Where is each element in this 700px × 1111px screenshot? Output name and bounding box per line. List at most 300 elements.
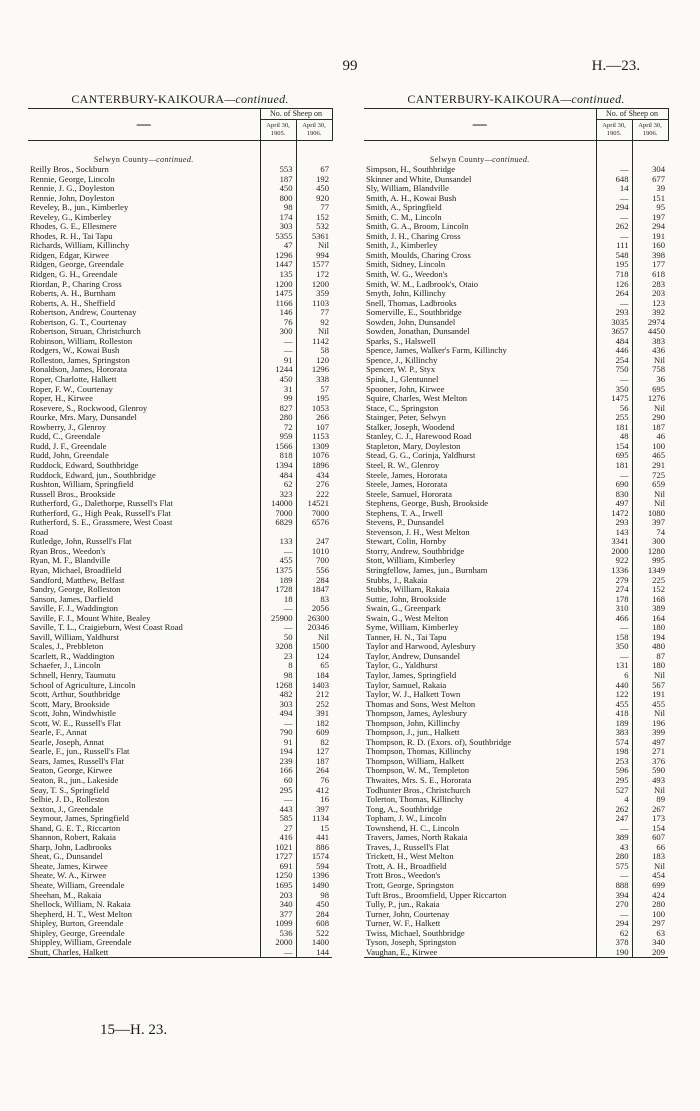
owner-cell: Ridgen, Edgar, Kirwee <box>30 250 109 260</box>
sheep-1905-cell: 718 <box>596 270 632 280</box>
sheep-1906-cell: Nil <box>296 241 332 251</box>
table-row <box>364 862 668 872</box>
sheep-1906-cell: 225 <box>632 576 668 586</box>
sheep-1905-cell: — <box>596 910 632 920</box>
table-row <box>364 270 668 280</box>
footer-mark: 15—H. 23. <box>100 1022 168 1038</box>
table-row <box>28 728 332 738</box>
owner-cell: Rennie, J. G., Doyleston <box>30 184 115 194</box>
owner-cell: Ruddock, Edward, Southbridge <box>30 460 139 470</box>
table-row <box>28 337 332 347</box>
table-row <box>28 690 332 700</box>
table-row <box>364 413 668 423</box>
table-row <box>364 356 668 366</box>
sheep-1906-cell: 1349 <box>632 566 668 576</box>
page-number: 99 <box>342 58 358 74</box>
owner-cell: Ronaldson, James, Hororata <box>30 365 127 375</box>
sheep-1906-cell: 480 <box>632 642 668 652</box>
sheep-1906-cell: 152 <box>296 213 332 223</box>
sheep-1905-cell: 888 <box>596 881 632 891</box>
blank-header: — <box>364 109 596 141</box>
sheep-1905-cell: 181 <box>596 461 632 471</box>
owner-cell: Rosevere, S., Rockwood, Glenroy <box>30 403 148 413</box>
table-row <box>28 299 332 309</box>
owner-cell: Ryan, Michael, Broadfield <box>30 565 122 575</box>
table-row <box>28 614 332 624</box>
sheep-1906-cell: 180 <box>632 661 668 671</box>
sheep-1905-cell: 1166 <box>260 299 296 309</box>
table-row <box>364 394 668 404</box>
owner-cell: Turner, W. F., Halkett <box>366 919 441 929</box>
sheep-1906-cell: 441 <box>296 833 332 843</box>
sheep-1905-cell: 14000 <box>260 499 296 509</box>
sheep-1905-cell: 91 <box>260 356 296 366</box>
column-title-text: CANTERBURY-KAIKOURA <box>407 92 561 106</box>
table-row <box>364 299 668 309</box>
owner-cell: Smith, C. M., Lincoln <box>366 212 442 222</box>
sheep-1906-cell: 436 <box>632 346 668 356</box>
owner-cell: Townshend, H. C., Lincoln <box>366 823 460 833</box>
sheep-1905-cell: 455 <box>596 700 632 710</box>
table-row <box>28 289 332 299</box>
sheep-1906-cell: 450 <box>296 184 332 194</box>
sheep-1905-cell: 18 <box>260 595 296 605</box>
owner-cell: Somerville, E., Southbridge <box>366 308 462 318</box>
owner-cell: Reveley, B., jun., Kimberley <box>30 203 129 213</box>
year-header-1906-line1: April 30, <box>638 122 662 129</box>
sheep-1906-cell: Nil <box>296 327 332 337</box>
sheep-1906-cell: 434 <box>296 471 332 481</box>
table-row <box>364 948 668 958</box>
owner-cell: Thompson, James, Aylesbury <box>366 709 467 719</box>
sheep-1906-cell: 177 <box>632 260 668 270</box>
owner-cell: Sears, James, Russell's Flat <box>30 756 124 766</box>
owner-cell: Rushton, William, Springfield <box>30 480 134 490</box>
sheep-1905-cell: 72 <box>260 423 296 433</box>
table-row <box>28 518 332 528</box>
table-row <box>364 165 668 175</box>
table-row <box>364 709 668 719</box>
owner-cell: Roper, Charlotte, Halkett <box>30 375 117 385</box>
sheep-1906-cell: 77 <box>296 308 332 318</box>
sheep-1906-cell: 196 <box>632 719 668 729</box>
sheep-1906-cell: 659 <box>632 480 668 490</box>
sheep-1906-cell: 283 <box>632 280 668 290</box>
spacer-cell <box>28 141 260 156</box>
section-heading-continued: —continued. <box>148 155 194 164</box>
year-header-1906-line2: 1906. <box>642 130 658 137</box>
sheep-1906-cell: 92 <box>296 318 332 328</box>
owner-cell: Smith, J., Kimberley <box>366 241 438 251</box>
owner-cell: Shipley, Burton, Greendale <box>30 919 124 929</box>
sheep-1906-cell: 212 <box>296 690 332 700</box>
sheep-1905-cell: 455 <box>260 556 296 566</box>
sheep-1906-cell: 124 <box>296 652 332 662</box>
owner-cell: Sharp, John, Ladbrooks <box>30 842 112 852</box>
owner-cell: Smith, W. G., Weedon's <box>366 270 448 280</box>
owner-cell: Rutherford, S. E., Grassmere, West Coast <box>30 518 173 528</box>
sheep-1905-cell: 553 <box>260 165 296 175</box>
section-empty-cell <box>632 155 668 165</box>
owner-cell: Thwaites, Mrs. S. E., Hororata <box>366 776 472 785</box>
sheep-1905-cell: 494 <box>260 709 296 719</box>
sheep-1905-cell: 280 <box>260 413 296 423</box>
sheep-1905-cell: 98 <box>260 203 296 213</box>
sheep-1905-cell: 158 <box>596 633 632 643</box>
sheep-1906-cell: 995 <box>632 556 668 566</box>
owner-cell: Taylor, Samuel, Rakaia <box>366 680 447 690</box>
sheep-1906-cell: 191 <box>632 232 668 242</box>
sheep-1905-cell: 262 <box>596 805 632 815</box>
sheep-1905-cell: 450 <box>260 375 296 385</box>
owner-cell: Rhodes, R. H., Tai Tapu <box>30 231 113 241</box>
owner-cell: Shannon, Robert, Rakaia <box>30 833 116 843</box>
table-row <box>28 862 332 872</box>
table-row <box>364 289 668 299</box>
owner-cell: Rutherford, G., High Peak, Russell's Flat <box>30 508 171 518</box>
owner-cell: Stewart, Colin, Hornby <box>366 537 447 547</box>
sheep-1906-cell: 392 <box>632 308 668 318</box>
table-row <box>28 184 332 194</box>
table-row <box>28 919 332 929</box>
sheep-1906-cell: 74 <box>632 528 668 538</box>
owner-cell: Spence, J., Killinchy <box>366 355 438 365</box>
sheep-1906-cell: 399 <box>632 728 668 738</box>
table-row <box>28 280 332 290</box>
table-row <box>364 528 668 538</box>
sheep-1905-cell: 293 <box>596 518 632 528</box>
sheep-1906-cell: 397 <box>296 805 332 815</box>
sheep-1905-cell: 255 <box>596 413 632 423</box>
sheep-table <box>364 108 669 958</box>
sheep-1905-cell: 394 <box>596 891 632 901</box>
sheep-1905-cell: 1695 <box>260 881 296 891</box>
sheep-1905-cell: 60 <box>260 776 296 786</box>
table-row <box>28 241 332 251</box>
sheep-1905-cell: 62 <box>260 480 296 490</box>
owner-cell: Robertson, Struan, Christchurch <box>30 327 141 337</box>
owner-cell: Suttie, John, Brookside <box>366 594 447 604</box>
column-title-continued: —continued. <box>560 92 625 106</box>
table-row <box>28 910 332 920</box>
sheep-1905-cell: 56 <box>596 404 632 414</box>
sheep-1905-cell: 3035 <box>596 318 632 328</box>
sheep-1905-cell: 1727 <box>260 852 296 862</box>
sheep-1905-cell: 181 <box>596 423 632 433</box>
table-row <box>28 432 332 442</box>
owner-cell: Rourke, Mrs. Mary, Dunsandel <box>30 413 137 423</box>
owner-cell: Scott, Mary, Brookside <box>30 699 110 709</box>
sheep-1905-cell: 1296 <box>260 251 296 261</box>
sheep-1905-cell: 959 <box>260 432 296 442</box>
table-row <box>28 509 332 519</box>
sheep-1905-cell: 596 <box>596 766 632 776</box>
table-row <box>28 681 332 691</box>
sheep-1905-cell: 1447 <box>260 260 296 270</box>
table-row <box>364 747 668 757</box>
sheep-1905-cell: 239 <box>260 757 296 767</box>
sheep-1906-cell: 173 <box>632 814 668 824</box>
table-row <box>364 681 668 691</box>
table-row <box>364 318 668 328</box>
sheep-1906-cell: 192 <box>296 175 332 185</box>
table-row <box>364 203 668 213</box>
section-heading-continued: —continued. <box>484 155 530 164</box>
sheep-1905-cell: 1268 <box>260 681 296 691</box>
sheep-1906-cell: 264 <box>296 766 332 776</box>
sheep-1906-cell: 677 <box>632 175 668 185</box>
table-row <box>364 547 668 557</box>
owner-cell: Spencer, W. P., Styx <box>366 365 436 375</box>
owner-cell: Sparks, S., Halswell <box>366 336 436 346</box>
table-row <box>28 852 332 862</box>
table-row <box>364 604 668 614</box>
owner-cell: Ryan Bros., Weedon's <box>30 546 106 556</box>
sheep-1905-cell: 416 <box>260 833 296 843</box>
sheep-1905-cell: 166 <box>260 766 296 776</box>
sheep-1906-cell: 359 <box>296 289 332 299</box>
owner-cell: Sanson, James, Darfield <box>30 594 114 604</box>
table-row <box>364 308 668 318</box>
sheep-1905-cell: 303 <box>260 700 296 710</box>
table-row <box>28 824 332 834</box>
sheep-1906-cell: 266 <box>296 413 332 423</box>
table-row <box>364 919 668 929</box>
table-row <box>364 633 668 643</box>
owner-cell: Rudd, J. F., Greendale <box>30 441 107 451</box>
table-row <box>364 814 668 824</box>
sheep-1906-cell: 454 <box>632 871 668 881</box>
sheep-1905-cell: 383 <box>596 728 632 738</box>
owner-cell: Saville, F. J., Mount White, Bealey <box>30 613 151 623</box>
owner-cell: Spence, James, Walker's Farm, Killinchy <box>366 346 507 356</box>
table-row <box>364 738 668 748</box>
table-row <box>28 327 332 337</box>
table-row <box>28 365 332 375</box>
sheep-1905-cell: 574 <box>596 738 632 748</box>
table-row <box>28 394 332 404</box>
owner-cell: Thompson, John, Killinchy <box>366 718 461 728</box>
sheep-1906-cell: Nil <box>632 356 668 366</box>
sheep-1906-cell: 389 <box>632 604 668 614</box>
sheep-1906-cell: 83 <box>296 595 332 605</box>
owner-cell: Tolerton, Thomas, Killinchy <box>366 795 464 805</box>
table-row <box>364 184 668 194</box>
sheep-1906-cell: 276 <box>296 480 332 490</box>
owner-cell: Searle, F., Annat <box>30 728 87 738</box>
table-row <box>364 518 668 528</box>
table-row <box>28 900 332 910</box>
owner-cell: Scott, John, Windwhistle <box>30 709 116 719</box>
sheep-1906-cell: 455 <box>632 700 668 710</box>
owner-cell: Rutledge, John, Russell's Flat <box>30 537 132 547</box>
sheep-1906-cell: 187 <box>296 757 332 767</box>
table-row <box>28 442 332 452</box>
sheep-1905-cell: 3208 <box>260 642 296 652</box>
owner-cell: Seymour, James, Springfield <box>30 814 129 824</box>
year-header-1905-line1: April 30, <box>266 122 290 129</box>
table-row <box>28 833 332 843</box>
table-row <box>364 232 668 242</box>
section-heading-text: Selwyn County <box>93 155 149 164</box>
owner-cell: Thompson, J., jun., Halkett <box>366 728 460 738</box>
blank-header: — <box>28 109 260 141</box>
sheep-1906-cell: 391 <box>296 709 332 719</box>
sheep-1905-cell: — <box>260 623 296 633</box>
sheep-1905-cell: — <box>260 948 296 958</box>
owner-cell: Steele, James, Hororata <box>366 470 448 480</box>
sheep-1906-cell: 14521 <box>296 499 332 509</box>
sheep-1905-cell: 377 <box>260 910 296 920</box>
owner-cell: Saville, F. J., Waddington <box>30 604 118 614</box>
sheep-1906-cell: 46 <box>632 432 668 442</box>
sheep-1905-cell: 1244 <box>260 365 296 375</box>
sheep-1905-cell: 126 <box>596 280 632 290</box>
sheep-1905-cell: 254 <box>596 356 632 366</box>
sheep-1905-cell: 5355 <box>260 232 296 242</box>
sheep-1905-cell: 827 <box>260 404 296 414</box>
owner-cell: Vaughan, E., Kirwee <box>364 948 596 958</box>
sheep-1906-cell: 209 <box>632 948 668 958</box>
sheep-1905-cell <box>260 528 296 538</box>
sheep-1905-cell: 418 <box>596 709 632 719</box>
owner-cell: Tanner, H. N., Tai Tapu <box>366 632 447 642</box>
owner-cell: Searle, Joseph, Annat <box>30 737 104 747</box>
owner-cell: Steele, James, Hororata <box>366 480 448 490</box>
owner-cell: Spink, J., Glentunnel <box>366 375 439 385</box>
table-row <box>28 194 332 204</box>
table-row <box>364 757 668 767</box>
sheep-1905-cell: 1250 <box>260 871 296 881</box>
sheep-1905-cell: — <box>596 299 632 309</box>
column-title <box>364 90 668 108</box>
owner-cell: Thompson, William, Halkett <box>366 756 465 766</box>
table-row <box>28 260 332 270</box>
sheep-1905-cell: 484 <box>596 337 632 347</box>
table-row <box>364 442 668 452</box>
owner-cell: Spooner, John, Kirwee <box>366 384 445 394</box>
sheep-1905-cell: 190 <box>596 948 632 958</box>
table-row <box>28 642 332 652</box>
sheep-1905-cell: 98 <box>260 671 296 681</box>
sheep-1905-cell: 585 <box>260 814 296 824</box>
sheep-1905-cell: 43 <box>596 843 632 853</box>
owner-cell: Smith, A., Springfield <box>366 203 442 213</box>
year-header-1905-line2: 1905. <box>270 130 286 137</box>
sheep-1906-cell: 4450 <box>632 327 668 337</box>
sheep-1906-cell: 1403 <box>296 681 332 691</box>
owner-cell: Steel, R. W., Glenroy <box>366 460 440 470</box>
sheep-1906-cell: Nil <box>632 709 668 719</box>
owner-cell: School of Agriculture, Lincoln <box>30 680 136 690</box>
table-row <box>28 585 332 595</box>
sheep-1906-cell: 187 <box>632 423 668 433</box>
sheep-1906-cell: 994 <box>296 251 332 261</box>
sheep-1905-cell: 310 <box>596 604 632 614</box>
year-header-1905 <box>260 120 296 141</box>
table-row <box>28 871 332 881</box>
owner-cell: Rudd, John, Greendale <box>30 451 109 461</box>
sheep-1905-cell: 3341 <box>596 537 632 547</box>
owner-cell: Smith, G. A., Broom, Lincoln <box>366 222 469 232</box>
sheep-1905-cell: 293 <box>596 308 632 318</box>
owner-cell: Sly, William, Blandville <box>366 184 449 194</box>
sheep-1905-cell: 6829 <box>260 518 296 528</box>
sheep-1905-cell: 189 <box>596 719 632 729</box>
owner-cell: Rodgers, W., Kowai Bush <box>30 346 120 356</box>
table-row <box>28 566 332 576</box>
sheep-1906-cell: 1053 <box>296 404 332 414</box>
sheep-1905-cell: 1099 <box>260 919 296 929</box>
owner-cell: Traves, J., Russell's Flat <box>366 842 449 852</box>
sheep-1905-cell: 340 <box>260 900 296 910</box>
owner-cell: Taylor, W. J., Halkett Town <box>366 690 461 700</box>
owner-cell: Stead, G. G., Corinja, Yaldhurst <box>366 451 476 461</box>
table-row <box>364 213 668 223</box>
owner-cell: Topham, J. W., Lincoln <box>366 814 447 824</box>
sheep-1906-cell: 522 <box>296 929 332 939</box>
sheep-1906-cell: 920 <box>296 194 332 204</box>
section-empty-cell <box>596 155 632 165</box>
table-row <box>364 509 668 519</box>
sheep-1906-cell: 284 <box>296 576 332 586</box>
table-row <box>364 786 668 796</box>
sheep-1906-cell: 58 <box>296 346 332 356</box>
sheep-1906-cell: 1577 <box>296 260 332 270</box>
table-row <box>28 738 332 748</box>
sheep-1905-cell: 690 <box>596 480 632 490</box>
owner-cell: Shand, G. E. T., Riccarton <box>30 823 121 833</box>
owner-cell: Sowden, John, Dunsandel <box>366 317 456 327</box>
table-row <box>28 356 332 366</box>
owner-cell: Sandford, Matthew, Belfast <box>30 575 125 585</box>
owner-cell: Stevens, P., Dunsandel <box>366 518 445 528</box>
table-row <box>28 165 332 175</box>
sheep-1906-cell: 1276 <box>632 394 668 404</box>
sheep-1905-cell: 47 <box>260 241 296 251</box>
owner-cell: Richards, William, Killinchy <box>30 241 130 251</box>
sheep-1905-cell: 203 <box>260 891 296 901</box>
table-row <box>28 881 332 891</box>
sheep-1905-cell: 14 <box>596 184 632 194</box>
sheep-1906-cell: 695 <box>632 385 668 395</box>
table-row <box>364 566 668 576</box>
column-title <box>28 90 332 108</box>
owner-cell: Rowberry, J., Glenroy <box>30 422 107 432</box>
sheep-1906-cell: 1153 <box>296 432 332 442</box>
table-row <box>364 490 668 500</box>
sheep-1906-cell <box>296 528 332 538</box>
sheep-1905-cell: 1475 <box>260 289 296 299</box>
owner-cell: Simpson, H., Southbridge <box>366 165 456 174</box>
sheep-1905-cell: 247 <box>596 814 632 824</box>
sheep-1905-cell: 818 <box>260 451 296 461</box>
table-row <box>28 537 332 547</box>
sheep-1906-cell: Nil <box>632 404 668 414</box>
sheep-1906-cell: 493 <box>632 776 668 786</box>
sheep-1905-cell: — <box>260 346 296 356</box>
sheep-1905-cell: 648 <box>596 175 632 185</box>
owner-cell: Rolleston, James, Springston <box>30 355 130 365</box>
table-row <box>364 661 668 671</box>
table-row <box>364 795 668 805</box>
owner-cell: Scales, J., Prebbleton <box>30 642 104 652</box>
owner-cell: Rhodes, G. E., Ellesmere <box>30 222 117 232</box>
sheep-1905-cell: 294 <box>596 919 632 929</box>
sheep-1906-cell: 267 <box>632 805 668 815</box>
sheep-1906-cell: 340 <box>632 938 668 948</box>
table-row <box>364 404 668 414</box>
